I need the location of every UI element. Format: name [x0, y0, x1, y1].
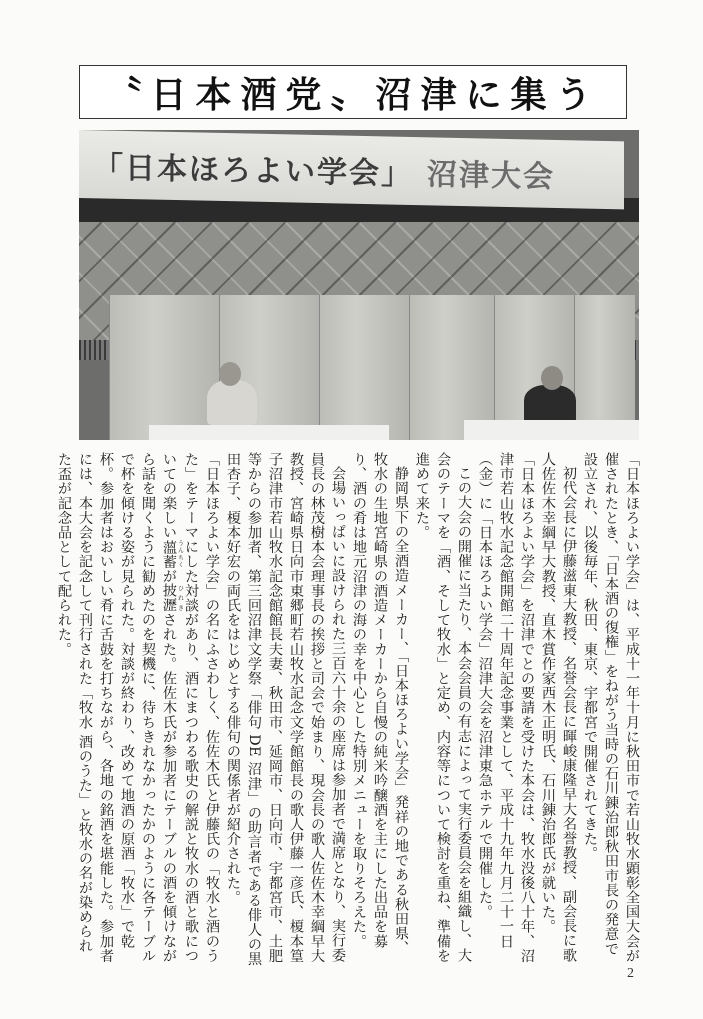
page-number: 2: [627, 966, 634, 981]
speaker-left-head: [219, 362, 241, 386]
article-body: [56, 452, 642, 967]
article-title: 〝日本酒党〟沼津に集う: [105, 73, 601, 116]
banner-sub-text: 沼津大会: [427, 157, 555, 195]
ruby-hireki: [161, 583, 184, 613]
article-title-box: [79, 65, 627, 119]
ruby-base: 披瀝: [161, 583, 177, 613]
table-left: [149, 425, 389, 440]
ruby-base: 薀蓄: [161, 539, 177, 569]
paragraph-last: [53, 452, 222, 967]
folding-screen-panel: [319, 295, 410, 440]
speaker-left: [207, 380, 257, 425]
paragraph: 静岡県下の全酒造メーカー、「日本ほろよい学会」発祥の地である秋田県、牧水の生地宮崎県の酒造メーカーから自慢の純米吟醸酒を主にした出品を募り、酒の肴は地元沼津の海の幸を中心とした特別メニューを取りそろえた。: [351, 452, 409, 956]
paragraph: 会場いっぱいに設けられた三百六十余の座席は参加者で満席となり、実行委員長の林茂樹本会理事長の挨拶と司会で始まり、現会長の歌人佐佐木幸綱早大教授、宮崎県日向市東郷町若山牧水記念文学館館長の歌人伊藤一彦氏、榎本篁子沼津市若山牧水記念館館長夫妻、秋田市、延岡市、日向市、宇都宮市、土肥等からの参加者、第三回沼津文学祭「俳句 DE 沼津」の助言者である俳人の黒田杏子、榎本好宏の両氏をはじめとする俳句の関係者が紹介された。: [225, 452, 346, 967]
folding-screen-panel: [574, 295, 635, 440]
folding-screen-panel: [409, 295, 495, 440]
ruby-unchiku: [161, 539, 184, 569]
speaker-right-head: [541, 366, 563, 390]
paragraph-text: が: [161, 568, 177, 584]
banner-main-text: 「日本ほろよい学会」: [93, 150, 413, 192]
folding-screen-panel: [109, 295, 220, 440]
paragraph-text: された。佐佐木氏が参加者にテーブルの酒を傾けながら話を聞くように勧めたのを契機に、待ちきれなかったかのように各テーブルで杯を傾ける姿が見られた。対談が終わり、改めて地酒の原酒「牧水」で乾杯。参加者はおいしい肴に舌鼓を打ちながら、各地の銘酒を堪能した。参加者には、本大会を記念して刊行された「牧水 酒のうた」と牧水の名が染められた盃が記念品として配られた。: [56, 452, 177, 964]
ruby-reading: うんちく: [176, 539, 184, 569]
photo-banner: [79, 130, 624, 209]
event-photo: [79, 130, 639, 440]
speaker-right: [524, 385, 576, 423]
paragraph: この大会の開催に当たり、本会会員の有志によって実行委員会を組織し、大会のテーマを「酒、そして牧水」と定め、内容等について検討を重ね、準備を進めて来た。: [414, 452, 472, 963]
paragraph: 「日本ほろよい学会」を沼津でとの要請を受けた本会は、牧水没後八十年、沼津市若山牧水記念館開館二十周年記念事業として、平成十九年九月二十一日（金）に「日本ほろよい学会」沼津大会を沼津東急ホテルで開催した。: [477, 452, 535, 963]
paragraph: 初代会長に伊藤滋東大教授、名誉会長に暉峻康隆早大名誉教授、副会長に歌人佐佐木幸綱早大教授、直木賞作家西木正明氏、石川錬治郎氏が就いた。: [540, 452, 577, 963]
ruby-reading: ひれき: [176, 583, 184, 613]
table-right: [464, 420, 639, 440]
paragraph-text: 「日本ほろよい学会」の名にふさわしく、佐佐木氏と伊藤氏の「牧水と酒のうた」をテーマにした対談があり、酒にまつわる歌史の解説と牧水の酒と歌についての楽しい: [161, 452, 220, 963]
paragraph: 「日本ほろよい学会」は、平成十一年十月に秋田市で若山牧水顕彰全国大会が催されたとき、「日本酒の復権」をねがう当時の石川錬治郎秋田市長の発意で設立され、以後毎年、秋田、東京、宇都宮で開催されてきた。: [582, 452, 640, 963]
